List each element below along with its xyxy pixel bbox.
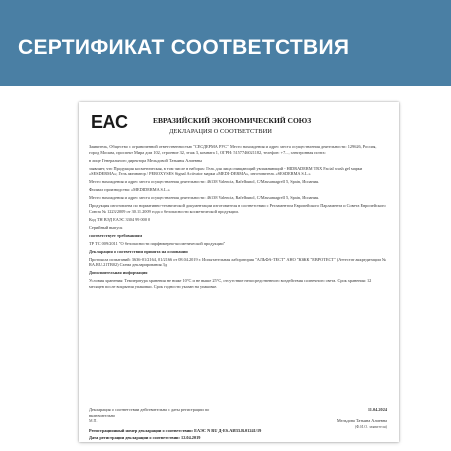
certificate-document [79, 102, 399, 442]
declaration-title: ДЕКЛАРАЦИЯ О СООТВЕТСТВИИ [169, 128, 272, 135]
page-title: СЕРТИФИКАТ СООТВЕТСТВИЯ [18, 36, 350, 59]
declaration-body [89, 144, 387, 292]
batch-text: Серийный выпуск [89, 224, 123, 230]
signatory-name: Мельдова Татьяна Алиевна [336, 418, 387, 424]
basis-text: Протокола испытаний: 3636-01/2164, 01/2166 от 08.04.2019 г. Испытательная лаборатория "АЛЬФА-ТЕСТ" АНО "ЮЖК "ЕВРОТЕСТ" (Аттестат аккредитации № RA.RU.21ТВ02) Схема декларирования 3д [89, 256, 386, 268]
branch-address: Место нахождения и адрес места осуществления деятельности: 46138 Valencia, Rafelbunol, C/Massamagrell 5, Spain, Испания. [89, 195, 320, 201]
branch-text: Филиал производства: «MEDIDERMA S.L.» [89, 187, 170, 193]
representative-text: в лице Генерального директора Мельдовой Татьяны Алиевны [89, 157, 202, 163]
additional-heading: Дополнительная информация [89, 270, 148, 276]
manufacturer-address: Место нахождения и адрес места осуществления деятельности: 46138 Valencia, Rafelbunol, C/Massamagrell 5, Spain, Испания. [89, 179, 320, 185]
production-text: Продукция изготовлена по нормативно-технической документации изготовителя в соответствии с Регламентом Европейского Парламента и Совета Европейского Союза № 1223/2009 от 30.11.2009 года о безопасности косметической продукции. [89, 203, 386, 214]
declares-text: заявляет, что Продукция косметическая, в том числе в наборах: Гель для лица очищающий увлажняющий - HIDRADERM TRX Facial wash gel марки «SESDERMA»; Гель активатор / PEROXYSES Signal Activator марки «MEDI-DERMA», изготовитель «SESDERMA S.L.» [89, 165, 363, 177]
validity-suffix: включительно [89, 412, 116, 418]
code-text: Код ТН ВЭД ЕАЭС 3304 99 000 0 [89, 216, 151, 222]
registration-date-line [89, 435, 387, 442]
signatory-note: (Ф.И.О. заявителя) [354, 423, 387, 429]
date-label: Дата регистрации декларации о соответствии: [89, 434, 180, 440]
additional-text: Условия хранения: Температура хранения не ниже 10°С и не выше 25°С, отсутствие непосредственного воздействия солнечного света. Срок хранения: 12 месяцев после вскрытия упаковки. Срок годности указан на упаковке. [89, 278, 372, 289]
validity-date: 11.04.2024 [367, 407, 387, 412]
reg-number: ЕАЭС N RU Д-ES.АИ33.В.01241/19 [194, 428, 262, 433]
basis-heading: Декларация о соответствии принята на основании [89, 248, 188, 254]
stamp-label: М.П. [89, 418, 98, 424]
reg-label: Регистрационный номер декларации о соответствии: [89, 428, 194, 433]
eac-mark: EAC [91, 112, 128, 132]
validity-label: Декларация о соответствии действительна с даты регистрации по [89, 407, 210, 412]
applicant-text: Заявитель, Общество с ограниченной ответственностью "СЕСДЕРМА РУС" Место нахождения и адрес места осуществления деятельности: 129626, Россия, город Москва, проспект Мира дом 102, строение 32, этаж 3, комната 1, ОГРН: 5157746021182, телефон: +7..., электронная почта: [89, 144, 377, 155]
requirements-heading: соответствует требованиям [89, 232, 143, 238]
union-title: ЕВРАЗИЙСКИЙ ЭКОНОМИЧЕСКИЙ СОЮЗ [153, 116, 312, 125]
date-value: 12.04.2019 [181, 434, 201, 440]
header-banner [0, 0, 451, 86]
signature-block [89, 407, 387, 429]
requirements-text: ТР ТС 009/2011 "О безопасности парфюмерно-косметической продукции" [89, 240, 226, 246]
registration-block [89, 428, 387, 441]
